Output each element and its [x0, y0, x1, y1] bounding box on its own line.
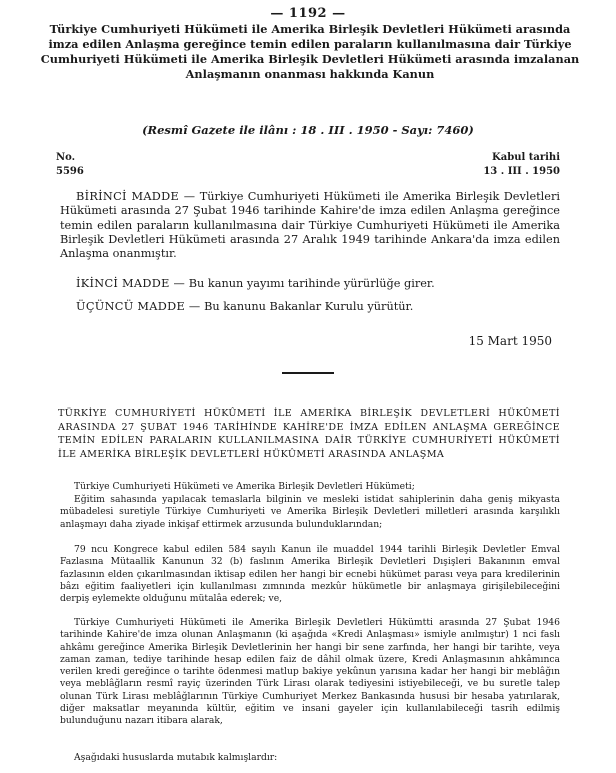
page-number: — 1192 —: [270, 6, 346, 21]
agreement-paragraph: Türkiye Cumhuriyeti Hükümeti ile Amerika Birleşik Devletleri Hükümtti arasında 27 Şubat 1946 tarihinde Kahire'de imza olunan Anlaşmanın (ki aşağıda «Kredi Anlaşması» ismiyle anılmıştır) 1 nci faslı ahkâmı gereğince Amerika Birleşik Devletlerinin her hangi bir sene zarfında, her hangi bir tarihte, veya zaman zaman, tediye tarihinde hesap edilen faiz de dâhil olmak üzere, Kredi Anlaşmasının ahkâmınca verilen kredi gereğince o tarihte ödenmesi matlup bakiye yekûnun yarısına kadar her hangi bir meblâğın veya meblâğların resmî rayiç üzerinden Türk Lirası olarak tediyesini istiyebileceği, ve bu suretle talep olunan Türk Lirası meblâğlarının Türkiye Cumhuriyet Merkez Bankasında hususi bir hesaba yatırılarak, diğer maksatlar meyanında kültür, eğitim ve insani gayeler için kullanılabileceği tasrih edilmiş bulunduğunu nazarı itibara alarak,: [60, 617, 560, 727]
law-number-block: [56, 151, 84, 179]
gazette-note: (Resmî Gazete ile ilânı : 18 . III . 1950 - Sayı: 7460): [142, 123, 474, 137]
article-1: [60, 190, 560, 261]
article-3-heading: ÜÇÜNCÜ MADDE —: [76, 300, 201, 313]
article-1-heading: BİRİNCİ MADDE —: [76, 190, 196, 203]
agreement-paragraph: Aşağıdaki hususlarda mutabık kalmışlardır:: [74, 752, 278, 763]
law-number-value: 5596: [56, 166, 84, 177]
article-2-heading: İKİNCİ MADDE —: [76, 277, 186, 290]
agreement-title: TÜRKİYE CUMHURİYETİ HÜKÛMETİ İLE AMERİKA BİRLEŞİK DEVLETLERİ HÜKÛMETİ ARASINDA 27 ŞUBAT 1946 TARİHİNDE KAHİRE'DE İMZA EDİLEN ANLAŞMA GEREĞİNCE TEMİN EDİLEN PARALARIN KULLANILMASINA DAİR TÜRKİYE CUMHURİYETİ HÜKÛMETİ İLE AMERİKA BİRLEŞİK DEVLETLERİ HÜKÛMETİ ARASINDA ANLAŞMA: [58, 408, 560, 460]
article-1-text: Türkiye Cumhuriyeti Hükümeti ile Amerika Birleşik Devletleri Hükümeti arasında 27 Şubat 1946 tarihinde Kahire'de imza edilen Anlaşma gereğince temin edilen paraların kullanılmasına dair Türkiye Cumhuriyeti Hükümeti ile Amerika Birleşik Devletleri Hükümeti arasında 27 Aralık 1949 tarihinde Ankara'da imza edilen Anlaşma onanmıştır.: [60, 190, 560, 261]
agreement-paragraph: 79 ncu Kongrece kabul edilen 584 sayılı Kanun ile muaddel 1944 tarihli Birleşik Devletler Emval Fazlasına Mütaallik Kanunun 32 (b) faslının Amerika Birleşik Devletleri Dışişleri Bakanının emval fazlasının elden çıkarılmasından iktisap edilen her hangi bir ecnebi hükümet parası veya para kredilerinin bâzı eğitim faaliyetleri için kullanılması zımnında mezkûr hükümetle bir anlaşmaya girişilebileceğini derpiş eylemekte olduğunu mütalâa ederek; ve,: [60, 544, 560, 605]
law-date: 15 Mart 1950: [468, 334, 552, 348]
article-3: [60, 300, 560, 314]
article-3-text: Bu kanunu Bakanlar Kurulu yürütür.: [204, 300, 414, 313]
acceptance-date-value: 13 . III . 1950: [483, 166, 560, 177]
law-number-label: No.: [56, 152, 76, 163]
agreement-paragraph: Türkiye Cumhuriyeti Hükümeti ve Amerika Birleşik Devletleri Hükümeti;: [74, 481, 415, 492]
article-2-text: Bu kanun yayımı tarihinde yürürlüğe girer.: [188, 277, 435, 290]
acceptance-date-block: [483, 151, 560, 179]
section-divider: [282, 372, 334, 374]
article-2: [60, 277, 560, 291]
law-title: Türkiye Cumhuriyeti Hükümeti ile Amerika Birleşik Devletleri Hükümeti arasında imza edilen Anlaşma gereğince temin edilen paraların kullanılmasına dair Türkiye Cumhuriyeti Hükümeti ile Amerika Birleşik Devletleri Hükümeti arasında imzalanan Anlaşmanın onanması hakkında Kanun: [40, 22, 580, 81]
acceptance-date-label: Kabul tarihi: [492, 152, 560, 163]
agreement-paragraph: Eğitim sahasında yapılacak temaslarla bilginin ve mesleki istidat sahiplerinin daha geniş mikyasta mübadelesi suretiyle Türkiye Cumhuriyeti ve Amerika Birleşik Devletleri milletleri arasında karşılıklı anlaşmayı daha ziyade inkişaf ettirmek arzusunda bulunduklarından;: [60, 494, 560, 530]
